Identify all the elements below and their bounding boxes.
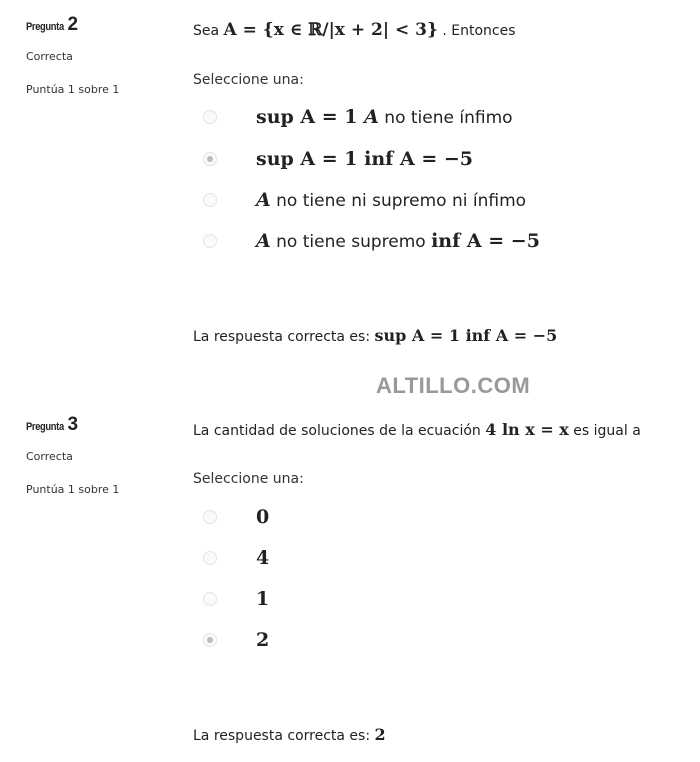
option-label[interactable]: 2 [256,629,270,651]
option-row[interactable] [203,588,270,610]
option-label[interactable] [256,189,526,212]
option-row[interactable] [203,106,513,128]
select-prompt: Seleccione una: [193,471,304,487]
question-text-pre: Sea [193,23,224,39]
question-state: Correcta [26,450,73,463]
question-3-text [193,420,641,439]
question-math: 4 ln x = x [485,420,569,439]
radio-button-checked[interactable] [203,152,217,166]
question-2-info [26,14,176,96]
question-number: 3 [67,414,79,435]
correct-answer [193,326,557,345]
question-grade: Puntúa 1 sobre 1 [26,483,120,496]
watermark: ALTILLO.COM [376,373,531,398]
correct-answer [193,725,386,744]
question-text-post: . Entonces [437,23,516,39]
option-text: no tiene supremo [270,232,432,252]
option-label[interactable]: 1 [256,588,270,610]
option-label[interactable] [256,230,540,253]
radio-button[interactable] [203,110,217,124]
option-math: inf A = −5 [431,230,540,252]
option-row[interactable] [203,230,540,252]
question-word: Pregunta [26,21,64,33]
option-math: sup A = 1 [256,148,358,170]
option-label[interactable] [256,106,513,129]
question-3-info [26,414,176,496]
question-3-title [26,414,176,436]
option-math: A [256,189,271,211]
radio-dot [207,637,213,643]
question-2-text [193,20,516,40]
option-row[interactable] [203,189,527,211]
radio-button[interactable] [203,592,217,606]
option-math: A [256,230,271,252]
option-math: sup A = 1 [256,106,358,128]
radio-button[interactable] [203,234,217,248]
answer-label: La respuesta correcta es: [193,329,375,345]
option-text: no tiene ínfimo [378,108,513,128]
answer-value: sup A = 1 inf A = −5 [374,326,558,345]
question-word: Pregunta [26,421,64,433]
option-math: A [357,106,379,128]
question-state: Correcta [26,50,73,63]
question-text-pre: La cantidad de soluciones de la ecuación [193,423,486,439]
option-row[interactable] [203,148,473,170]
option-label[interactable] [256,148,473,170]
option-label[interactable]: 0 [256,506,270,528]
select-prompt: Seleccione una: [193,72,304,88]
radio-button-checked[interactable] [203,633,217,647]
radio-button[interactable] [203,510,217,524]
question-2-title [26,14,176,36]
option-row[interactable] [203,547,270,569]
option-row[interactable] [203,506,270,528]
radio-dot [207,156,213,162]
option-text: no tiene ni supremo ni ínfimo [270,191,527,211]
radio-button[interactable] [203,193,217,207]
answer-value: 2 [374,725,386,744]
option-math: inf A = −5 [357,148,473,170]
option-row[interactable] [203,629,270,651]
question-grade: Puntúa 1 sobre 1 [26,83,120,96]
option-label[interactable]: 4 [256,547,270,569]
radio-button[interactable] [203,551,217,565]
question-math: A = {x ∈ ℝ/|x + 2| < 3} [223,20,438,40]
question-number: 2 [67,14,79,35]
answer-label: La respuesta correcta es: [193,728,375,744]
question-text-post: es igual a [568,423,641,439]
